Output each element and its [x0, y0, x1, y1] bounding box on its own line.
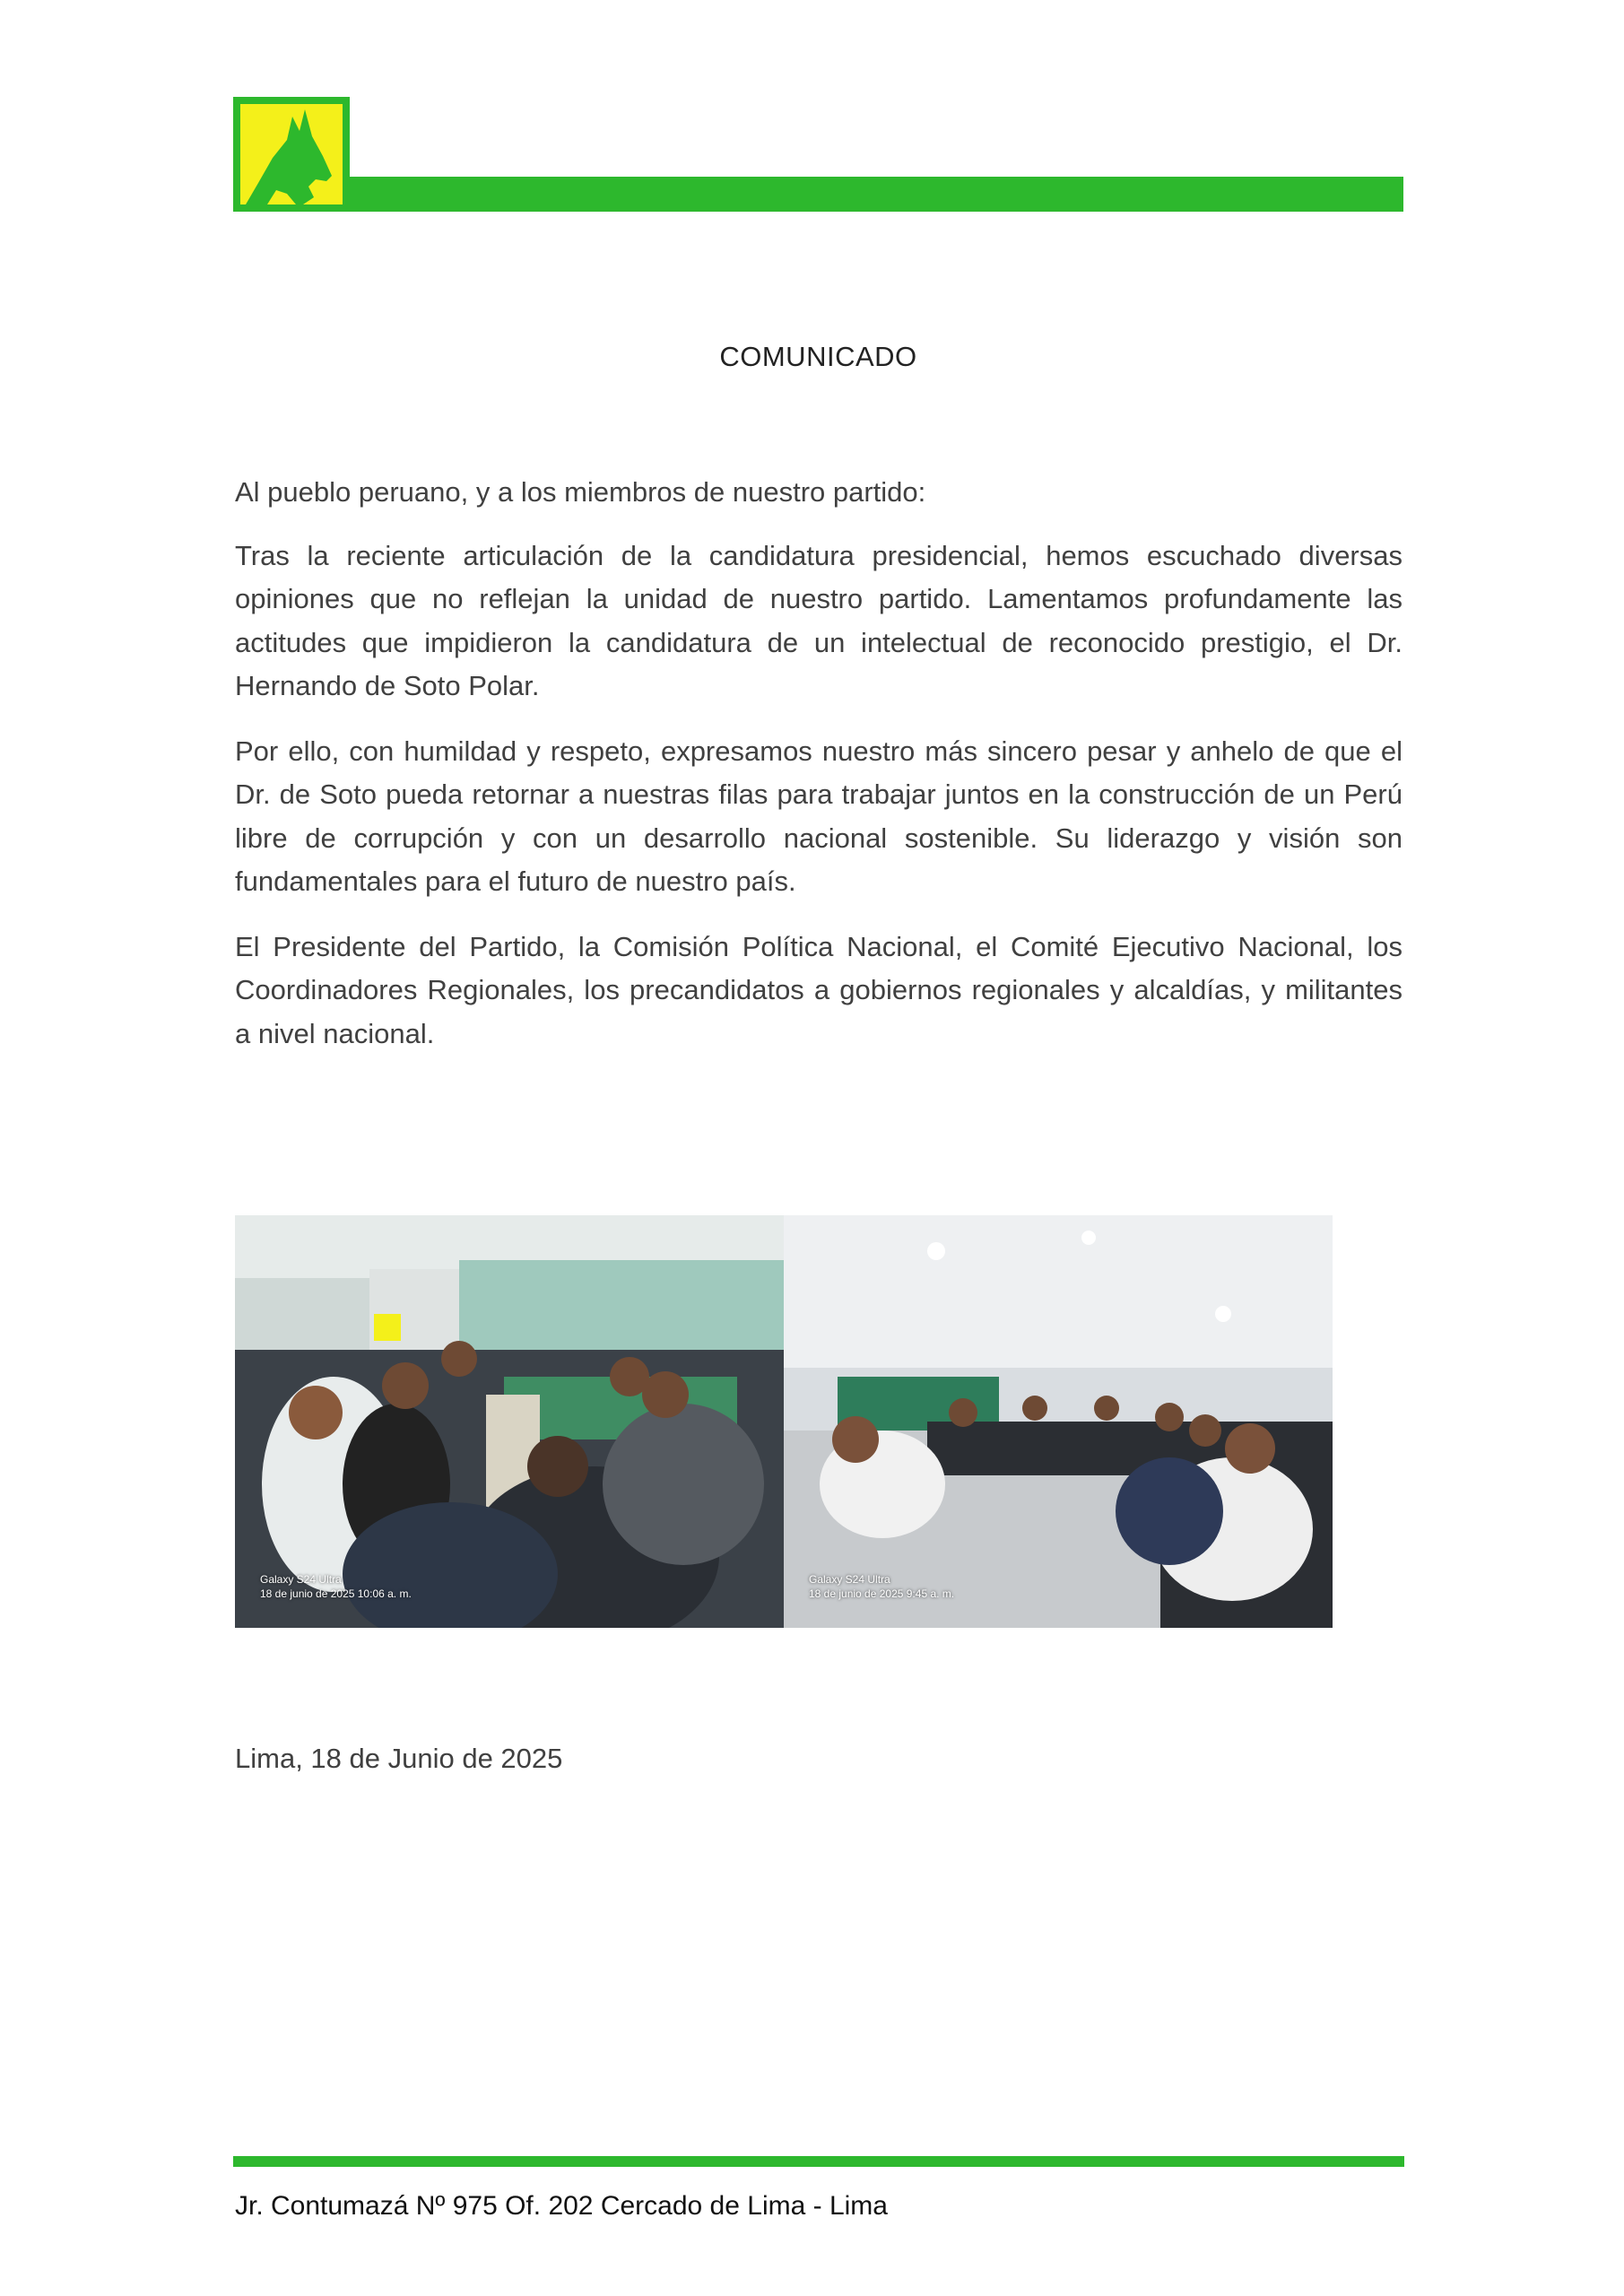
paragraph-2: Por ello, con humildad y respeto, expresamos nuestro más sincero pesar y anhelo de que el Dr. de Soto pueda retornar a nuestras filas para trabajar juntos en la construcción de un Perú libre de corrupción y con un desarrollo nacional sostenible. Su liderazgo y visión son fundamentales para el futuro de nuestro país. [235, 735, 1403, 897]
photo-2-caption: Galaxy S24 Ultra 18 de junio de 2025 9:45 a. m. [809, 1573, 955, 1600]
footer-address: Jr. Contumazá Nº 975 Of. 202 Cercado de Lima - Lima [235, 2191, 888, 2221]
letter-body [235, 471, 1403, 1077]
dog-head-icon [240, 104, 343, 204]
paragraph-1: Tras la reciente articulación de la candidatura presidencial, hemos escuchado diversas opiniones que no reflejan la unidad de nuestro partido. Lamentamos profundamente las actitudes que impidieron la candidatura de un intelectual de reconocido prestigio, el Dr. Hernando de Soto Polar. [235, 539, 1403, 701]
photo-1-caption: Galaxy S24 Ultra 18 de junio de 2025 10:06 a. m. [260, 1573, 412, 1600]
header-green-bar [350, 177, 1403, 212]
paragraph-3: El Presidente del Partido, la Comisión Política Nacional, el Comité Ejecutivo Nacional, los Coordinadores Regionales, los precandidatos a gobiernos regionales y alcaldías, y militantes a nivel nacional. [235, 930, 1403, 1049]
salutation: Al pueblo peruano, y a los miembros de nuestro partido: [235, 476, 926, 508]
party-logo [233, 97, 350, 212]
meeting-photo-1 [235, 1215, 784, 1628]
place-and-date: Lima, 18 de Junio de 2025 [235, 1743, 563, 1774]
page-title: COMUNICADO [719, 341, 917, 372]
meeting-photos [235, 1215, 1333, 1628]
footer-green-bar [233, 2156, 1404, 2167]
meeting-photo-2 [784, 1215, 1333, 1628]
